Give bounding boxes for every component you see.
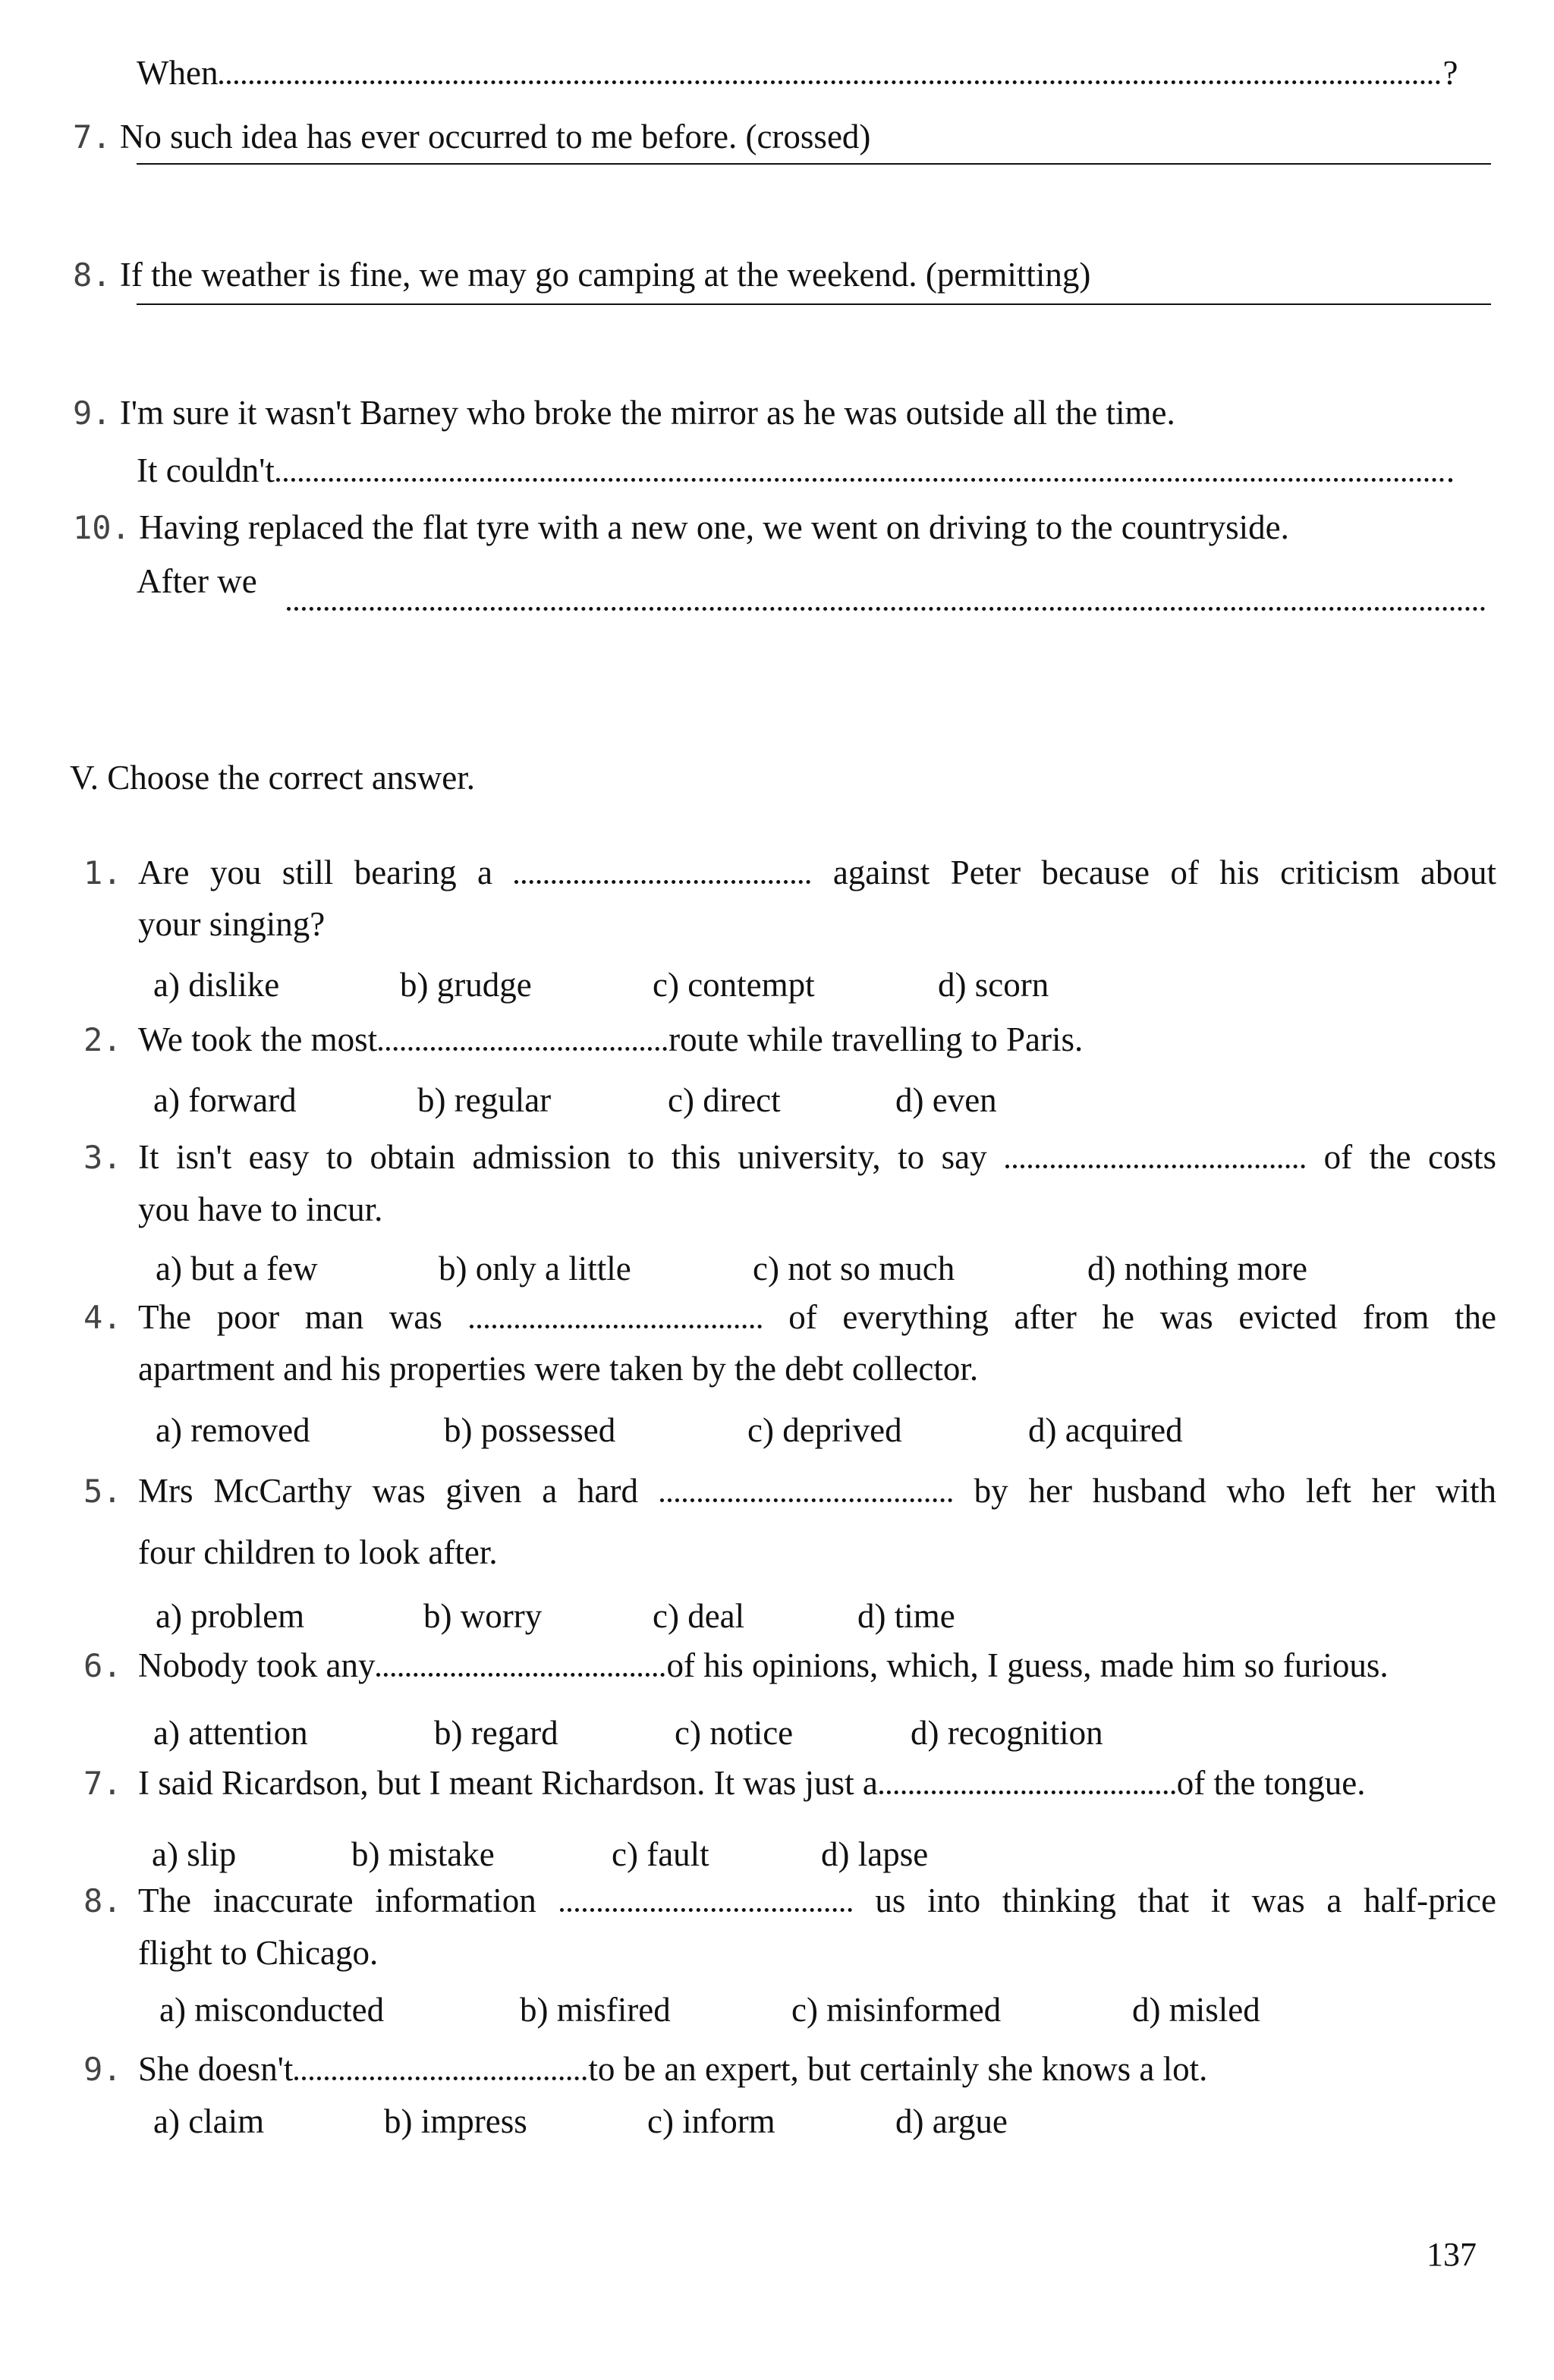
v-q9-option-d[interactable]: d) argue	[895, 2102, 1008, 2140]
q9-answer-line	[137, 451, 1455, 489]
v-q1-number: 1 .	[83, 856, 122, 890]
q9-answer-blank[interactable]	[276, 475, 1445, 482]
v-q2-number: 2 .	[83, 1023, 122, 1057]
v-q6-option-b[interactable]: b) regard	[434, 1714, 558, 1752]
v-q9-option-b[interactable]: b) impress	[384, 2102, 527, 2140]
q10-answer-blank[interactable]	[287, 607, 1486, 611]
v-q9-number: 9 .	[83, 2052, 122, 2086]
v-q4-number: 4 .	[83, 1300, 122, 1335]
v-q7-option-a[interactable]: a) slip	[152, 1835, 237, 1873]
v-q4-option-a[interactable]: a) removed	[156, 1411, 310, 1449]
v-q3-blank[interactable]	[1005, 1162, 1305, 1168]
v-q1-line2: your singing?	[138, 905, 326, 943]
v-q5-option-b[interactable]: b) worry	[423, 1597, 543, 1635]
v-q3-option-c[interactable]: c) not so much	[753, 1250, 955, 1287]
q6-answer-line	[137, 56, 1458, 90]
v-q6-option-a[interactable]: a) attention	[153, 1714, 308, 1752]
v-q1-option-c[interactable]: c) contempt	[653, 966, 815, 1004]
v-q2-line1: We took the most route while travelling to Paris.	[138, 1020, 1084, 1058]
v-q2-option-b[interactable]: b) regular	[417, 1081, 552, 1119]
v-q8-number: 8 .	[83, 1884, 122, 1918]
v-q2-blank[interactable]	[379, 1044, 667, 1051]
v-q2-option-d[interactable]: d) even	[895, 1081, 997, 1119]
v-q6-blank[interactable]	[376, 1670, 665, 1677]
v-q4-blank[interactable]	[470, 1322, 762, 1328]
v-q8-line1: The inaccurate information us into thinking that it was a half-price	[138, 1882, 1497, 1919]
q9-end-mark: .	[1445, 451, 1455, 489]
v-q8-option-b[interactable]: b) misfired	[520, 1991, 671, 2029]
v-q7-line1: I said Ricardson, but I meant Richardson. It was just a of the tongue.	[138, 1764, 1366, 1802]
v-q4-option-d[interactable]: d) acquired	[1028, 1411, 1183, 1449]
v-q5-line1: Mrs McCarthy was given a hard by her husband who left her with	[138, 1472, 1496, 1510]
v-q1-option-b[interactable]: b) grudge	[400, 966, 532, 1004]
v-q6-option-c[interactable]: c) notice	[675, 1714, 794, 1752]
q9-lead-text: It couldn't	[137, 451, 275, 489]
v-q3-line2: you have to incur.	[138, 1190, 383, 1228]
v-q7-blank[interactable]	[879, 1787, 1175, 1794]
v-q8-line2: flight to Chicago.	[138, 1934, 379, 1972]
q9-item	[73, 396, 1175, 430]
v-q9-option-a[interactable]: a) claim	[153, 2102, 265, 2140]
q10-item	[73, 508, 1289, 546]
v-q7-option-b[interactable]: b) mistake	[351, 1835, 495, 1873]
v-q6-number: 6 .	[83, 1649, 122, 1683]
v-q1-option-d[interactable]: d) scorn	[938, 966, 1049, 1004]
v-q8-option-c[interactable]: c) misinformed	[791, 1991, 1002, 2029]
v-q4-line2: apartment and his properties were taken by the debt collector.	[138, 1350, 979, 1388]
q8-item	[73, 258, 1090, 292]
v-q3-line1: It isn't easy to obtain admission to this university, to say of the costs	[138, 1138, 1497, 1176]
v-q7-number: 7 .	[83, 1766, 122, 1800]
v-q5-blank[interactable]	[660, 1495, 952, 1502]
v-q7-option-c[interactable]: c) fault	[612, 1835, 709, 1873]
q9-number: 9 .	[73, 395, 112, 432]
v-q9-blank[interactable]	[294, 2073, 587, 2080]
v-q8-option-a[interactable]: a) misconducted	[159, 1991, 385, 2029]
q10-number: 10 .	[73, 509, 131, 546]
q6-end-mark: ?	[1442, 54, 1458, 92]
v-q6-option-d[interactable]: d) recognition	[911, 1714, 1103, 1752]
q7-number: 7 .	[73, 118, 112, 156]
q10-text: Having replaced the flat tyre with a new one, we went on driving to the countryside.	[139, 508, 1289, 546]
v-q3-number: 3 .	[83, 1140, 122, 1174]
v-q6-line1: Nobody took any of his opinions, which, I guess, made him so furious.	[138, 1646, 1389, 1684]
q8-answer-line[interactable]	[137, 303, 1491, 305]
v-q2-option-c[interactable]: c) direct	[668, 1081, 781, 1119]
v-q8-option-d[interactable]: d) misled	[1132, 1991, 1260, 2029]
v-q8-blank[interactable]	[560, 1905, 852, 1912]
v-q4-option-b[interactable]: b) possessed	[444, 1411, 616, 1449]
v-q3-option-d[interactable]: d) nothing more	[1087, 1250, 1307, 1287]
v-q9-option-c[interactable]: c) inform	[647, 2102, 775, 2140]
v-q2-option-a[interactable]: a) forward	[153, 1081, 297, 1119]
q8-text: If the weather is fine, we may go camping at the weekend. (permitting)	[119, 256, 1091, 294]
q9-text: I'm sure it wasn't Barney who broke the mirror as he was outside all the time.	[119, 394, 1175, 432]
q6-answer-blank[interactable]	[219, 77, 1441, 84]
v-q3-option-b[interactable]: b) only a little	[439, 1250, 631, 1287]
q7-item	[73, 120, 870, 154]
v-q5-option-d[interactable]: d) time	[857, 1597, 955, 1635]
v-q5-option-c[interactable]: c) deal	[653, 1597, 745, 1635]
q8-number: 8 .	[73, 256, 112, 294]
v-q1-blank[interactable]	[514, 877, 810, 884]
v-q3-option-a[interactable]: a) but a few	[156, 1250, 318, 1287]
v-q5-number: 5 .	[83, 1474, 122, 1508]
v-q1-option-a[interactable]: a) dislike	[153, 966, 280, 1004]
v-q5-option-a[interactable]: a) problem	[156, 1597, 305, 1635]
v-q5-line2: four children to look after.	[138, 1533, 498, 1571]
q6-lead-text: When	[137, 54, 219, 92]
q10-lead-text: After we	[137, 562, 257, 600]
v-q4-option-c[interactable]: c) deprived	[747, 1411, 902, 1449]
page-number: 137	[1427, 2236, 1477, 2273]
v-q4-line1: The poor man was of everything after he was evicted from the	[138, 1298, 1497, 1336]
q7-text: No such idea has ever occurred to me before. (crossed)	[119, 118, 871, 156]
section-heading: V. Choose the correct answer.	[70, 759, 476, 797]
v-q7-option-d[interactable]: d) lapse	[821, 1835, 929, 1873]
v-q1-line1: Are you still bearing a against Peter because of his criticism about	[138, 854, 1496, 891]
q7-answer-line[interactable]	[137, 163, 1491, 165]
v-q9-line1: She doesn't to be an expert, but certainly she knows a lot.	[138, 2050, 1208, 2088]
